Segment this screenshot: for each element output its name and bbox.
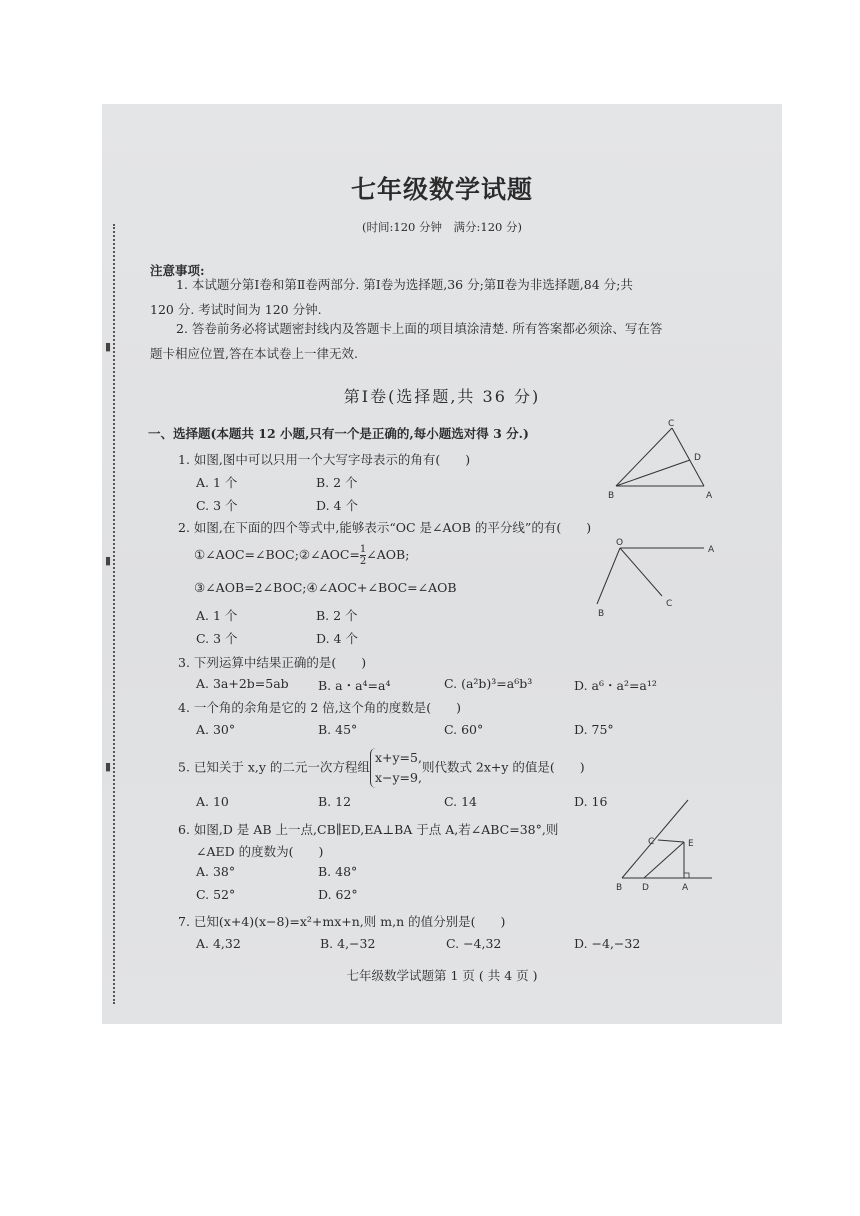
notice-heading: 注意事项: bbox=[150, 263, 205, 278]
q6-label-d: D bbox=[642, 883, 649, 893]
q2-eq1-pre: ①∠AOC=∠BOC;②∠AOC= bbox=[194, 547, 360, 562]
q2-frac-den: 2 bbox=[359, 556, 367, 567]
q5-equation-system bbox=[370, 748, 422, 788]
q2-frac-num: 1 bbox=[359, 544, 367, 555]
q1-label-b: B bbox=[608, 491, 615, 501]
q5-option-b: B. 12 bbox=[318, 794, 352, 809]
binding-line bbox=[113, 224, 115, 1004]
part-header: 一、选择题(本题共 12 小题,只有一个是正确的,每小题选对得 3 分.) bbox=[148, 426, 529, 441]
exam-subtitle: (时间:120 分钟 满分:120 分) bbox=[362, 220, 522, 234]
q1-figure bbox=[608, 419, 720, 502]
q2-equations-2: ③∠AOB=2∠BOC;④∠AOC+∠BOC=∠AOB bbox=[194, 580, 457, 595]
q6-option-a: A. 38° bbox=[196, 864, 236, 879]
q1-label-c: C bbox=[668, 419, 675, 429]
q7-stem: 7. 已知(x+4)(x−8)=x²+mx+n,则 m,n 的值分别是( ) bbox=[178, 914, 506, 929]
q1-option-b: B. 2 个 bbox=[316, 475, 358, 490]
q6-stem-line2: ∠AED 的度数为( ) bbox=[196, 844, 324, 859]
notice-line: 120 分. 考试时间为 120 分钟. bbox=[150, 302, 322, 317]
q3-option-a: A. 3a+2b=5ab bbox=[196, 676, 289, 691]
q2-option-a: A. 1 个 bbox=[196, 608, 238, 623]
q2-eq1-post: ∠AOB; bbox=[366, 547, 410, 562]
seal-mark: ▮ bbox=[105, 340, 112, 353]
q6-option-b: B. 48° bbox=[318, 864, 358, 879]
q5-option-a: A. 10 bbox=[196, 794, 229, 809]
q2-stem: 2. 如图,在下面的四个等式中,能够表示“OC 是∠AOB 的平分线”的有( ) bbox=[178, 520, 592, 535]
q5-eq1: x+y=5, bbox=[374, 750, 422, 765]
q2-figure bbox=[592, 540, 722, 620]
q1-option-c: C. 3 个 bbox=[196, 498, 238, 513]
notice-line: 题卡相应位置,答在本试卷上一律无效. bbox=[150, 346, 358, 361]
q7-option-c: C. −4,32 bbox=[446, 936, 502, 951]
q3-option-b: B. a・a⁴=a⁴ bbox=[318, 678, 391, 693]
q6-stem-line1: 6. 如图,D 是 AB 上一点,CB∥ED,EA⊥BA 于点 A,若∠ABC=38°,则 bbox=[178, 822, 559, 837]
exam-title: 七年级数学试题 bbox=[350, 175, 533, 204]
seal-mark: ▮ bbox=[105, 760, 112, 773]
q6-label-b: B bbox=[616, 883, 623, 893]
exam-page bbox=[102, 104, 782, 1024]
notice-line: 2. 答卷前务必将试题密封线内及答题卡上面的项目填涂清楚. 所有答案都必须涂、写在答 bbox=[176, 321, 663, 336]
q1-option-d: D. 4 个 bbox=[316, 498, 358, 513]
q2-option-b: B. 2 个 bbox=[316, 608, 358, 623]
q4-option-a: A. 30° bbox=[196, 722, 236, 737]
q4-stem: 4. 一个角的余角是它的 2 倍,这个角的度数是( ) bbox=[178, 700, 462, 715]
q1-stem: 1. 如图,图中可以只用一个大写字母表示的角有( ) bbox=[178, 452, 471, 467]
q4-option-b: B. 45° bbox=[318, 722, 358, 737]
q6-label-c: C bbox=[648, 837, 655, 847]
q1-label-a: A bbox=[706, 491, 713, 501]
q5-stem-post: 则代数式 2x+y 的值是( ) bbox=[421, 759, 585, 775]
notice-line: 1. 本试题分第Ⅰ卷和第Ⅱ卷两部分. 第Ⅰ卷为选择题,36 分;第Ⅱ卷为非选择题,84 分;共 bbox=[176, 277, 633, 292]
q6-label-a: A bbox=[682, 883, 689, 893]
q5-stem bbox=[178, 748, 585, 788]
q2-label-a: A bbox=[708, 545, 715, 555]
q3-option-c: C. (a²b)³=a⁶b³ bbox=[444, 676, 533, 691]
q2-equations-1 bbox=[194, 544, 409, 567]
q2-label-o: O bbox=[616, 538, 624, 548]
q5-stem-pre: 5. 已知关于 x,y 的二元一次方程组 bbox=[178, 759, 370, 775]
q7-option-a: A. 4,32 bbox=[196, 936, 241, 951]
q1-option-a: A. 1 个 bbox=[196, 475, 238, 490]
q6-label-e: E bbox=[688, 839, 694, 849]
q4-option-d: D. 75° bbox=[574, 722, 614, 737]
q6-figure bbox=[614, 794, 724, 894]
q7-option-d: D. −4,−32 bbox=[574, 936, 641, 951]
q6-option-c: C. 52° bbox=[196, 887, 236, 902]
seal-mark: ▮ bbox=[105, 554, 112, 567]
q5-option-d: D. 16 bbox=[574, 794, 608, 809]
page-footer: 七年级数学试题第 1 页 ( 共 4 页 ) bbox=[346, 968, 538, 983]
q7-option-b: B. 4,−32 bbox=[320, 936, 376, 951]
q3-option-d: D. a⁶・a²=a¹² bbox=[574, 678, 657, 693]
q1-label-d: D bbox=[694, 453, 701, 463]
q3-stem: 3. 下列运算中结果正确的是( ) bbox=[178, 655, 367, 670]
q2-option-c: C. 3 个 bbox=[196, 631, 238, 646]
q2-label-b: B bbox=[598, 609, 605, 619]
q6-option-d: D. 62° bbox=[318, 887, 358, 902]
section-title: 第Ⅰ卷(选择题,共 36 分) bbox=[343, 387, 541, 406]
q2-option-d: D. 4 个 bbox=[316, 631, 358, 646]
q5-eq2: x−y=9, bbox=[374, 770, 422, 785]
q2-label-c: C bbox=[666, 599, 673, 609]
q4-option-c: C. 60° bbox=[444, 722, 484, 737]
q5-option-c: C. 14 bbox=[444, 794, 477, 809]
